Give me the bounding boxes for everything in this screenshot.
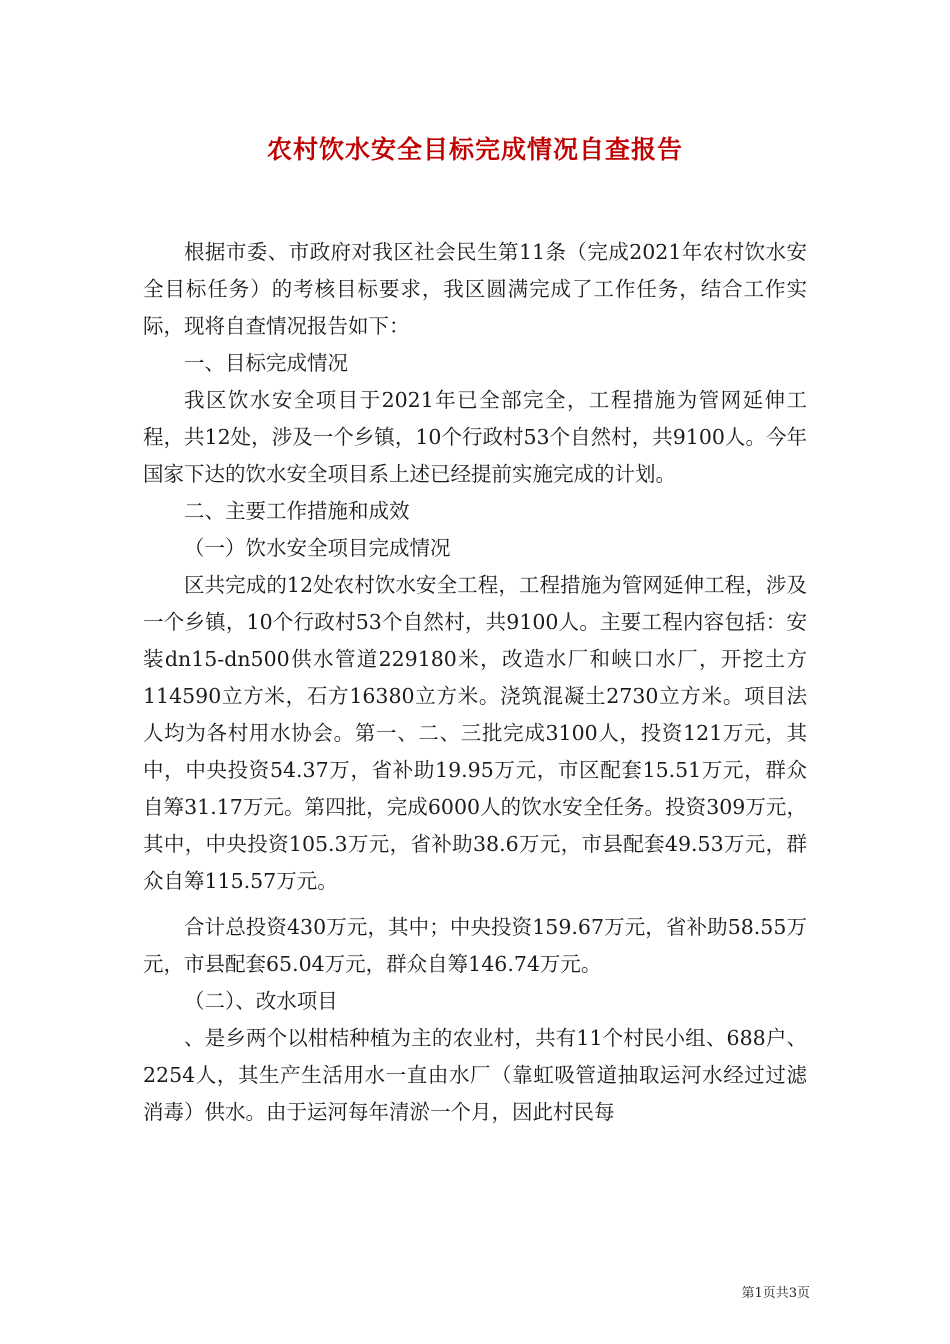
document-body [143,234,807,1131]
page-number: 第1页共3页 [741,1286,810,1301]
subheading-project-completion: （一）饮水安全项目完成情况 [184,536,451,560]
paragraph-total-investment: 合计总投资430万元，其中；中央投资159.67万元，省补助58.55万元，市县配套65.04万元，群众自筹146.74万元。 [143,915,807,976]
heading-main-measures: 二、主要工作措施和成效 [184,499,410,523]
paragraph-water-improvement: 、是乡两个以柑桔种植为主的农业村，共有11个村民小组、688户、2254人，其生产生活用水一直由水厂（靠虹吸管道抽取运河水经过过滤消毒）供水。由于运河每年清淤一个月，因此村民每 [143,1026,807,1124]
paragraph-goal-completion: 我区饮水安全项目于2021年已全部完全，工程措施为管网延伸工程，共12处，涉及一个乡镇，10个行政村53个自然村，共9100人。今年国家下达的饮水安全项目系上述已经提前实施完成的计划。 [143,388,807,486]
subheading-water-improvement: （二）、改水项目 [184,989,338,1013]
document-title: 农村饮水安全目标完成情况自查报告 [266,135,683,164]
paragraph-intro: 根据市委、市政府对我区社会民生第11条（完成2021年农村饮水安全目标任务）的考核目标要求，我区圆满完成了工作任务，结合工作实际，现将自查情况报告如下： [143,240,807,338]
paragraph-project-details: 区共完成的12处农村饮水安全工程，工程措施为管网延伸工程，涉及一个乡镇，10个行政村53个自然村，共9100人。主要工程内容包括：安装dn15-dn500供水管道229180米，改造水厂和峡口水厂，开挖土方114590立方米，石方16380立方米。浇筑混凝土2730立方米。项目法人均为各村用水协会。第一、二、三批完成3100人，投资121万元，其中，中央投资54.37万，省补助19.95万元，市区配套15.51万元，群众自筹31.17万元。第四批，完成6000人的饮水安全任务。投资309万元，其中，中央投资105.3万元，省补助38.6万元，市县配套49.53万元，群众自筹115.57万元。 [143,573,807,893]
heading-goal-completion: 一、目标完成情况 [184,351,348,375]
